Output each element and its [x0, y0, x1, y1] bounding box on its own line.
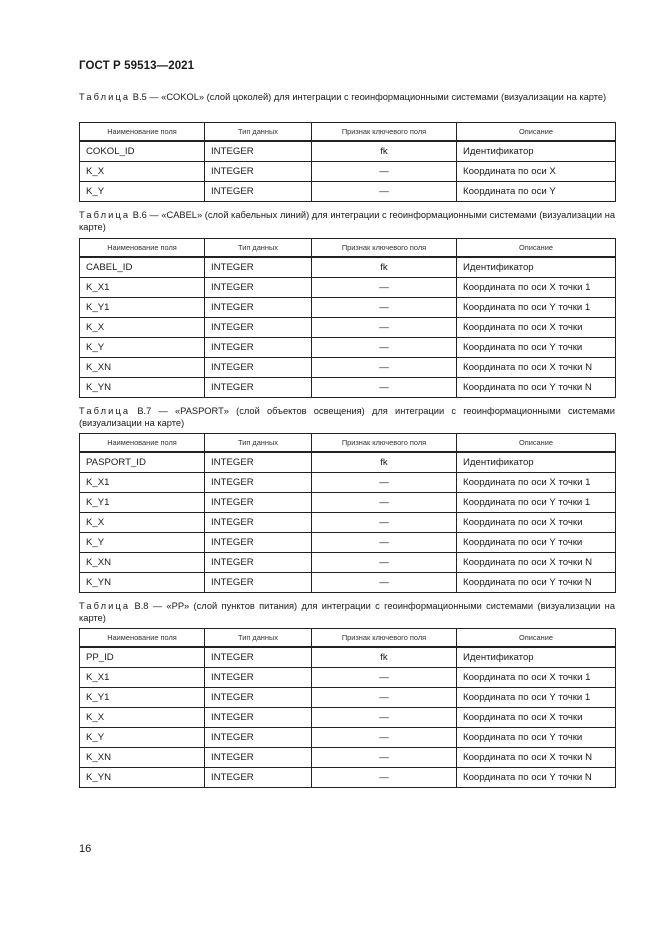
table-cell: Координата по оси X точки 1: [457, 668, 616, 688]
table-row: [80, 708, 616, 728]
table-caption-label: Таблица: [79, 92, 131, 102]
table-cell: —: [312, 513, 457, 533]
table-cell: INTEGER: [205, 513, 312, 533]
column-header: Признак ключевого поля: [312, 123, 457, 142]
table-cell: INTEGER: [205, 298, 312, 318]
table-header-row: [80, 629, 616, 648]
table-cell: INTEGER: [205, 452, 312, 473]
table-cell: INTEGER: [205, 141, 312, 162]
table-row: [80, 668, 616, 688]
table-cell: Координата по оси Y точки: [457, 533, 616, 553]
table-cell: INTEGER: [205, 473, 312, 493]
table-cell: K_XN: [80, 748, 205, 768]
table-caption-text: В.6 — «CABEL» (слой кабельных линий) для интеграции с геоинформационными системами (визуализации на карте): [79, 210, 615, 232]
data-table: [79, 433, 616, 593]
table-cell: COKOL_ID: [80, 141, 205, 162]
table-cell: INTEGER: [205, 688, 312, 708]
table-row: [80, 513, 616, 533]
table-row: [80, 257, 616, 278]
data-table: [79, 238, 616, 398]
table-caption-text: В.8 — «PP» (слой пунктов питания) для интеграции с геоинформационными системами (визуализации на карте): [79, 601, 615, 623]
table-cell: Координата по оси Y точки: [457, 728, 616, 748]
table-cell: PASPORT_ID: [80, 452, 205, 473]
table-cell: K_Y: [80, 182, 205, 202]
table-cell: —: [312, 493, 457, 513]
table-cell: K_X1: [80, 278, 205, 298]
table-cell: INTEGER: [205, 708, 312, 728]
table-row: [80, 378, 616, 398]
table-cell: INTEGER: [205, 647, 312, 668]
column-header: Тип данных: [205, 434, 312, 453]
table-cell: —: [312, 573, 457, 593]
table-caption: [79, 91, 615, 103]
table-cell: fk: [312, 141, 457, 162]
table-cell: INTEGER: [205, 748, 312, 768]
column-header: Тип данных: [205, 629, 312, 648]
document-header: ГОСТ Р 59513—2021: [79, 60, 195, 72]
table-cell: K_Y1: [80, 298, 205, 318]
column-header: Тип данных: [205, 239, 312, 258]
table-cell: K_YN: [80, 768, 205, 788]
table-caption: [79, 600, 615, 624]
table-cell: —: [312, 318, 457, 338]
data-table: [79, 122, 616, 202]
table-caption-label: Таблица: [79, 601, 131, 611]
table-row: [80, 182, 616, 202]
table-cell: Идентификатор: [457, 647, 616, 668]
table-cell: K_Y1: [80, 493, 205, 513]
table-cell: Координата по оси X точки N: [457, 748, 616, 768]
table-cell: K_YN: [80, 378, 205, 398]
table-cell: K_X: [80, 318, 205, 338]
table-cell: K_X1: [80, 473, 205, 493]
table-row: [80, 493, 616, 513]
table-cell: Координата по оси X точки N: [457, 358, 616, 378]
table-cell: Координата по оси X точки: [457, 513, 616, 533]
table-cell: —: [312, 533, 457, 553]
table-row: [80, 298, 616, 318]
table-cell: Координата по оси X точки 1: [457, 473, 616, 493]
column-header: Наименование поля: [80, 434, 205, 453]
table-cell: INTEGER: [205, 728, 312, 748]
table-cell: K_X: [80, 513, 205, 533]
column-header: Наименование поля: [80, 239, 205, 258]
table-row: [80, 452, 616, 473]
table-caption-label: Таблица: [79, 210, 131, 220]
table-cell: Координата по оси Y: [457, 182, 616, 202]
table-cell: —: [312, 473, 457, 493]
table-cell: K_X: [80, 708, 205, 728]
table-cell: —: [312, 182, 457, 202]
column-header: Наименование поля: [80, 629, 205, 648]
table-row: [80, 533, 616, 553]
column-header: Тип данных: [205, 123, 312, 142]
table-caption: [79, 405, 615, 429]
table-cell: INTEGER: [205, 278, 312, 298]
table-cell: —: [312, 553, 457, 573]
table-row: [80, 338, 616, 358]
column-header: Признак ключевого поля: [312, 239, 457, 258]
table-cell: INTEGER: [205, 768, 312, 788]
table-caption: [79, 209, 615, 233]
table-cell: Идентификатор: [457, 257, 616, 278]
table-header-row: [80, 239, 616, 258]
column-header: Признак ключевого поля: [312, 434, 457, 453]
table-cell: Координата по оси X точки: [457, 318, 616, 338]
table-cell: fk: [312, 647, 457, 668]
table-cell: —: [312, 768, 457, 788]
table-cell: Координата по оси X точки: [457, 708, 616, 728]
table-cell: INTEGER: [205, 533, 312, 553]
table-caption-text: В.7 — «PASPORT» (слой объектов освещения) для интеграции с геоинформационными системами (визуализации на карте): [79, 406, 615, 428]
table-cell: INTEGER: [205, 378, 312, 398]
table-row: [80, 358, 616, 378]
table-cell: INTEGER: [205, 182, 312, 202]
column-header: Описание: [457, 629, 616, 648]
table-cell: INTEGER: [205, 553, 312, 573]
table-cell: Координата по оси Y точки N: [457, 768, 616, 788]
table-cell: PP_ID: [80, 647, 205, 668]
table-row: [80, 647, 616, 668]
table-cell: —: [312, 668, 457, 688]
column-header: Наименование поля: [80, 123, 205, 142]
table-cell: K_Y: [80, 338, 205, 358]
table-cell: —: [312, 378, 457, 398]
table-cell: K_Y1: [80, 688, 205, 708]
table-row: [80, 473, 616, 493]
table-cell: —: [312, 748, 457, 768]
table-caption-text: В.5 — «COKOL» (слой цоколей) для интеграции с геоинформационными системами (визуализации на карте): [132, 92, 607, 102]
table-cell: INTEGER: [205, 358, 312, 378]
table-cell: Координата по оси Y точки: [457, 338, 616, 358]
table-cell: INTEGER: [205, 668, 312, 688]
table-cell: —: [312, 338, 457, 358]
table-cell: Координата по оси Y точки 1: [457, 493, 616, 513]
table-row: [80, 768, 616, 788]
table-cell: —: [312, 298, 457, 318]
page-number: 16: [79, 843, 92, 855]
table-cell: INTEGER: [205, 162, 312, 182]
table-row: [80, 162, 616, 182]
table-header-row: [80, 434, 616, 453]
table-cell: INTEGER: [205, 318, 312, 338]
table-cell: K_XN: [80, 358, 205, 378]
data-table: [79, 628, 616, 788]
table-cell: —: [312, 728, 457, 748]
table-cell: —: [312, 708, 457, 728]
table-cell: fk: [312, 452, 457, 473]
table-cell: INTEGER: [205, 338, 312, 358]
table-caption-label: Таблица: [79, 406, 131, 416]
table-row: [80, 573, 616, 593]
table-cell: Координата по оси Y точки N: [457, 573, 616, 593]
table-cell: K_Y: [80, 728, 205, 748]
table-header-row: [80, 123, 616, 142]
column-header: Описание: [457, 434, 616, 453]
table-cell: INTEGER: [205, 493, 312, 513]
table-cell: K_XN: [80, 553, 205, 573]
table-cell: K_YN: [80, 573, 205, 593]
table-cell: —: [312, 358, 457, 378]
table-cell: INTEGER: [205, 573, 312, 593]
table-cell: K_X1: [80, 668, 205, 688]
table-cell: Идентификатор: [457, 452, 616, 473]
table-cell: Идентификатор: [457, 141, 616, 162]
table-cell: INTEGER: [205, 257, 312, 278]
table-cell: Координата по оси X: [457, 162, 616, 182]
table-cell: K_X: [80, 162, 205, 182]
column-header: Признак ключевого поля: [312, 629, 457, 648]
column-header: Описание: [457, 239, 616, 258]
table-cell: Координата по оси Y точки N: [457, 378, 616, 398]
table-row: [80, 141, 616, 162]
table-cell: Координата по оси X точки N: [457, 553, 616, 573]
table-cell: CABEL_ID: [80, 257, 205, 278]
table-row: [80, 278, 616, 298]
table-row: [80, 728, 616, 748]
table-cell: —: [312, 278, 457, 298]
table-cell: Координата по оси Y точки 1: [457, 688, 616, 708]
table-row: [80, 553, 616, 573]
table-cell: —: [312, 688, 457, 708]
table-row: [80, 748, 616, 768]
table-cell: fk: [312, 257, 457, 278]
table-cell: K_Y: [80, 533, 205, 553]
table-row: [80, 688, 616, 708]
table-row: [80, 318, 616, 338]
table-cell: Координата по оси Y точки 1: [457, 298, 616, 318]
table-cell: Координата по оси X точки 1: [457, 278, 616, 298]
column-header: Описание: [457, 123, 616, 142]
table-cell: —: [312, 162, 457, 182]
